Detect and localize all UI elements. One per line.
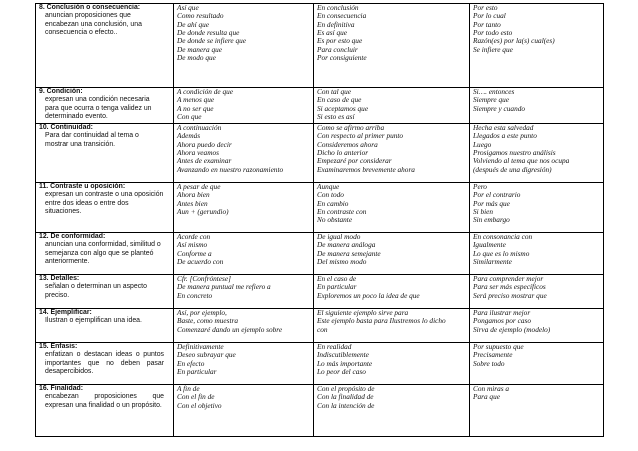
connector-phrase: De manera semejante xyxy=(317,248,381,258)
connector-examples-cell xyxy=(174,124,314,183)
connector-phrase: Deseo subrayar que xyxy=(177,350,236,360)
connector-examples-cell xyxy=(470,233,604,275)
connector-phrase: A menos que xyxy=(177,95,215,105)
connector-phrase: A fin de xyxy=(177,384,200,393)
category-cell xyxy=(36,343,174,385)
connector-phrase: En contraste con xyxy=(317,207,367,217)
category-description: anuncian una conformidad, similitud o semejanza con algo que se planteó anteriormente. xyxy=(45,241,161,266)
connector-phrase: Para que xyxy=(473,392,500,402)
connector-examples-cell xyxy=(174,4,314,88)
connector-phrase: En consecuencia xyxy=(317,11,367,21)
connector-phrase: Por tanto xyxy=(473,19,501,29)
connector-phrase: Por esto xyxy=(473,3,498,12)
connector-phrase: Como resultado xyxy=(177,11,224,21)
connector-phrase: De donde se infiere que xyxy=(177,36,247,46)
connector-phrase: Es por esto que xyxy=(317,36,363,46)
connector-phrase: Se infiere que xyxy=(473,44,513,54)
connector-phrase: Si bien xyxy=(473,207,494,217)
category-cell xyxy=(36,385,174,437)
table-row xyxy=(36,124,604,183)
connector-phrase: Siempre que xyxy=(473,95,509,105)
connector-phrase: En definitiva xyxy=(317,19,355,29)
connector-examples-cell xyxy=(314,385,470,437)
connector-phrase: Además xyxy=(177,131,201,141)
connector-phrase: Con que xyxy=(177,112,202,122)
category-title: 12. De conformidad: xyxy=(39,233,106,240)
connector-phrase: Lo peor del caso xyxy=(317,367,366,377)
category-description: Ilustran o ejemplifican una idea. xyxy=(45,317,142,325)
connector-phrase: Razón(es) por la(s) cual(es) xyxy=(473,36,555,46)
connector-phrase: Para ser más específicos xyxy=(473,282,546,292)
connector-phrase: Lo más importante xyxy=(317,358,373,368)
category-title: 15. Énfasis: xyxy=(39,343,78,350)
connector-phrase: Ahora veamos xyxy=(177,148,219,158)
connector-phrase: En consonancia con xyxy=(473,232,533,241)
connector-phrase: Con el propósito de xyxy=(317,384,375,393)
connector-phrase: Antes de examinar xyxy=(177,156,232,166)
connector-phrase: Exploremos un poco la idea de que xyxy=(317,290,420,300)
connector-phrase: Dicho lo anterior xyxy=(317,148,369,158)
connector-phrase: Siempre y cuando xyxy=(473,103,526,113)
connector-phrase: Con la intención de xyxy=(317,400,375,410)
connector-phrase: Si aceptamos que xyxy=(317,103,369,113)
connector-examples-cell xyxy=(470,124,604,183)
connector-examples-cell xyxy=(470,4,604,88)
connector-phrase: Llegados a este punto xyxy=(473,131,537,141)
connector-examples-cell xyxy=(470,275,604,309)
connector-phrase: Luego xyxy=(473,139,492,149)
connector-phrase: Aunque xyxy=(317,182,340,191)
table-row xyxy=(36,309,604,343)
connector-phrase: Con miras a xyxy=(473,384,510,393)
connector-phrase: Volviendo al tema que nos ocupa xyxy=(473,156,570,166)
category-cell xyxy=(36,309,174,343)
connector-examples-cell xyxy=(174,88,314,124)
connector-examples-cell xyxy=(174,275,314,309)
category-cell xyxy=(36,275,174,309)
connector-phrase: En conclusión xyxy=(317,3,359,12)
connector-phrase: El siguiente ejemplo sirve para xyxy=(317,308,409,317)
connector-phrase: Este ejemplo basta para Ilustremos lo dicho xyxy=(317,316,446,326)
connector-phrase: Con la finalidad de xyxy=(317,392,374,402)
connector-phrase: Con tal que xyxy=(317,87,352,96)
category-title: 13. Detalles: xyxy=(39,275,80,282)
connector-phrase: Pongamos por caso xyxy=(473,316,531,326)
connector-phrase: Lo que es lo mismo xyxy=(473,248,530,258)
connector-phrase: Antes bien xyxy=(177,198,208,208)
connector-phrase: Conforme a xyxy=(177,248,212,258)
category-description: enfatizan o destacan ideas o puntos importantes que no deben pasar desapercibidos. xyxy=(45,351,164,376)
category-cell xyxy=(36,183,174,233)
connector-phrase: De donde resulta que xyxy=(177,28,240,38)
connector-examples-cell xyxy=(174,343,314,385)
connector-phrase: En cambio xyxy=(317,198,349,208)
connector-examples-cell xyxy=(314,309,470,343)
category-cell xyxy=(36,124,174,183)
connector-phrase: Para concluir xyxy=(317,44,358,54)
connector-phrase: Es así que xyxy=(317,28,347,38)
connector-phrase: Similarmente xyxy=(473,257,512,267)
category-cell xyxy=(36,4,174,88)
connector-phrase: Hecha esta salvedad xyxy=(473,123,534,132)
connector-phrase: Por consiguiente xyxy=(317,53,367,63)
connector-phrase: De manera puntual me refiero a xyxy=(177,282,271,292)
connector-phrase: Con el objetivo xyxy=(177,400,222,410)
connector-phrase: Avanzando en nuestro razonamiento xyxy=(177,164,284,174)
connector-phrase: Acorde con xyxy=(177,232,211,241)
connector-phrase: Por supuesto que xyxy=(473,342,524,351)
connector-phrase: De manera que xyxy=(177,44,222,54)
connector-examples-cell xyxy=(470,88,604,124)
connector-examples-cell xyxy=(314,343,470,385)
connector-phrase: No obstante xyxy=(317,215,353,225)
connector-phrase: A no ser que xyxy=(177,103,214,113)
connector-phrase: Para comprender mejor xyxy=(473,274,544,283)
connector-examples-cell xyxy=(314,4,470,88)
connector-phrase: Será preciso mostrar que xyxy=(473,290,547,300)
category-title: 16. Finalidad: xyxy=(39,385,84,392)
connector-examples-cell xyxy=(174,233,314,275)
connector-phrase: (después de una digresión) xyxy=(473,164,552,174)
connector-phrase: En concreto xyxy=(177,290,213,300)
table-row xyxy=(36,183,604,233)
connector-phrase: De acuerdo con xyxy=(177,257,224,267)
connector-examples-cell xyxy=(314,88,470,124)
category-title: 8. Conclusión o consecuencia: xyxy=(39,4,141,11)
connector-phrase: Así que xyxy=(177,3,199,12)
connector-phrase: Sin embargo xyxy=(473,215,510,225)
table-row xyxy=(36,233,604,275)
connector-examples-cell xyxy=(470,309,604,343)
connector-phrase: Por todo esto xyxy=(473,28,513,38)
connector-phrase: Indiscutiblemente xyxy=(317,350,369,360)
connector-phrase: Sobre todo xyxy=(473,358,505,368)
connector-phrase: Igualmente xyxy=(473,240,506,250)
connector-phrase: Ahora bien xyxy=(177,190,210,200)
connector-phrase: Empezaré por considerar xyxy=(317,156,392,166)
category-title: 10. Continuidad: xyxy=(39,124,93,131)
connector-phrase: De modo que xyxy=(177,53,216,63)
connectors-table xyxy=(35,3,604,437)
connector-examples-cell xyxy=(314,183,470,233)
connector-phrase: En caso de que xyxy=(317,95,362,105)
connector-phrase: Por lo cual xyxy=(473,11,506,21)
table-row xyxy=(36,385,604,437)
connector-phrase: En el caso de xyxy=(317,274,357,283)
connector-phrase: Aun + (gerundio) xyxy=(177,207,229,217)
connector-phrase: Examinaremos brevemente ahora xyxy=(317,164,415,174)
connector-examples-cell xyxy=(314,275,470,309)
connector-phrase: De ahí que xyxy=(177,19,210,29)
table-row xyxy=(36,88,604,124)
connector-examples-cell xyxy=(470,385,604,437)
category-title: 9. Condición: xyxy=(39,88,83,95)
table-row xyxy=(36,4,604,88)
connector-phrase: En realidad xyxy=(317,342,352,351)
connector-examples-cell xyxy=(314,233,470,275)
category-description: expresan un contraste o una oposición entre dos ideas o entre dos situaciones. xyxy=(45,191,164,216)
connector-phrase: En efecto xyxy=(177,358,205,368)
category-cell xyxy=(36,233,174,275)
connector-phrase: Con todo xyxy=(317,190,344,200)
connector-phrase: Por más que xyxy=(473,198,510,208)
connector-examples-cell xyxy=(174,309,314,343)
connector-phrase: Como se afirmo arriba xyxy=(317,123,385,132)
connector-phrase: De igual modo xyxy=(317,232,361,241)
connector-phrase: A condición de que xyxy=(177,87,233,96)
connector-phrase: En particular xyxy=(317,282,357,292)
table-row xyxy=(36,343,604,385)
connector-phrase: Definitivamente xyxy=(177,342,224,351)
category-cell xyxy=(36,88,174,124)
connector-phrase: Con el fin de xyxy=(177,392,215,402)
connector-phrase: Baste, como muestra xyxy=(177,316,239,326)
connector-phrase: Del mismo modo xyxy=(317,257,367,267)
connector-phrase: Así, por ejemplo, xyxy=(177,308,227,317)
connector-examples-cell xyxy=(174,385,314,437)
connector-examples-cell xyxy=(314,124,470,183)
connector-phrase: Por el contrario xyxy=(473,190,521,200)
category-description: encabezan proposiciones que expresan una finalidad o un propósito. xyxy=(45,393,164,409)
connector-phrase: De manera análoga xyxy=(317,240,376,250)
category-description: anuncian proposiciones que encabezan una conclusión, una consecuencia o efecto.. xyxy=(45,12,142,37)
connector-phrase: Ahora puedo decir xyxy=(177,139,232,149)
connector-phrase: Cfr. [Confróntese] xyxy=(177,274,231,283)
connector-phrase: Prosigamos nuestro análisis xyxy=(473,148,556,158)
connector-phrase: Precisamente xyxy=(473,350,513,360)
category-title: 14. Ejemplificar: xyxy=(39,309,92,316)
connector-phrase: Comenzaré dando un ejemplo sobre xyxy=(177,324,283,334)
connector-phrase: Así mismo xyxy=(177,240,208,250)
connector-examples-cell xyxy=(470,183,604,233)
table-body xyxy=(36,4,604,437)
connector-phrase: Pero xyxy=(473,182,487,191)
connector-phrase: En particular xyxy=(177,367,217,377)
connector-phrase: con xyxy=(317,324,328,334)
category-description: señalan o determinan un aspecto preciso. xyxy=(45,283,147,299)
connector-phrase: A pesar de que xyxy=(177,182,221,191)
category-description: Para dar continuidad al tema o mostrar una transición. xyxy=(45,132,139,148)
category-description: expresan una condición necesaria para que ocurra o tenga validez un determinado evento. xyxy=(45,96,152,121)
connector-examples-cell xyxy=(174,183,314,233)
connector-phrase: Sirva de ejemplo (modelo) xyxy=(473,324,551,334)
connector-phrase: Con respecto al primer punto xyxy=(317,131,404,141)
connector-phrase: Si esto es así xyxy=(317,112,355,122)
table-row xyxy=(36,275,604,309)
connector-phrase: Para ilustrar mejor xyxy=(473,308,531,317)
connector-phrase: Si…. entonces xyxy=(473,87,515,96)
category-title: 11. Contraste u oposición: xyxy=(39,183,126,190)
connector-phrase: A continuación xyxy=(177,123,222,132)
connector-examples-cell xyxy=(470,343,604,385)
connector-phrase: Consideremos ahora xyxy=(317,139,378,149)
